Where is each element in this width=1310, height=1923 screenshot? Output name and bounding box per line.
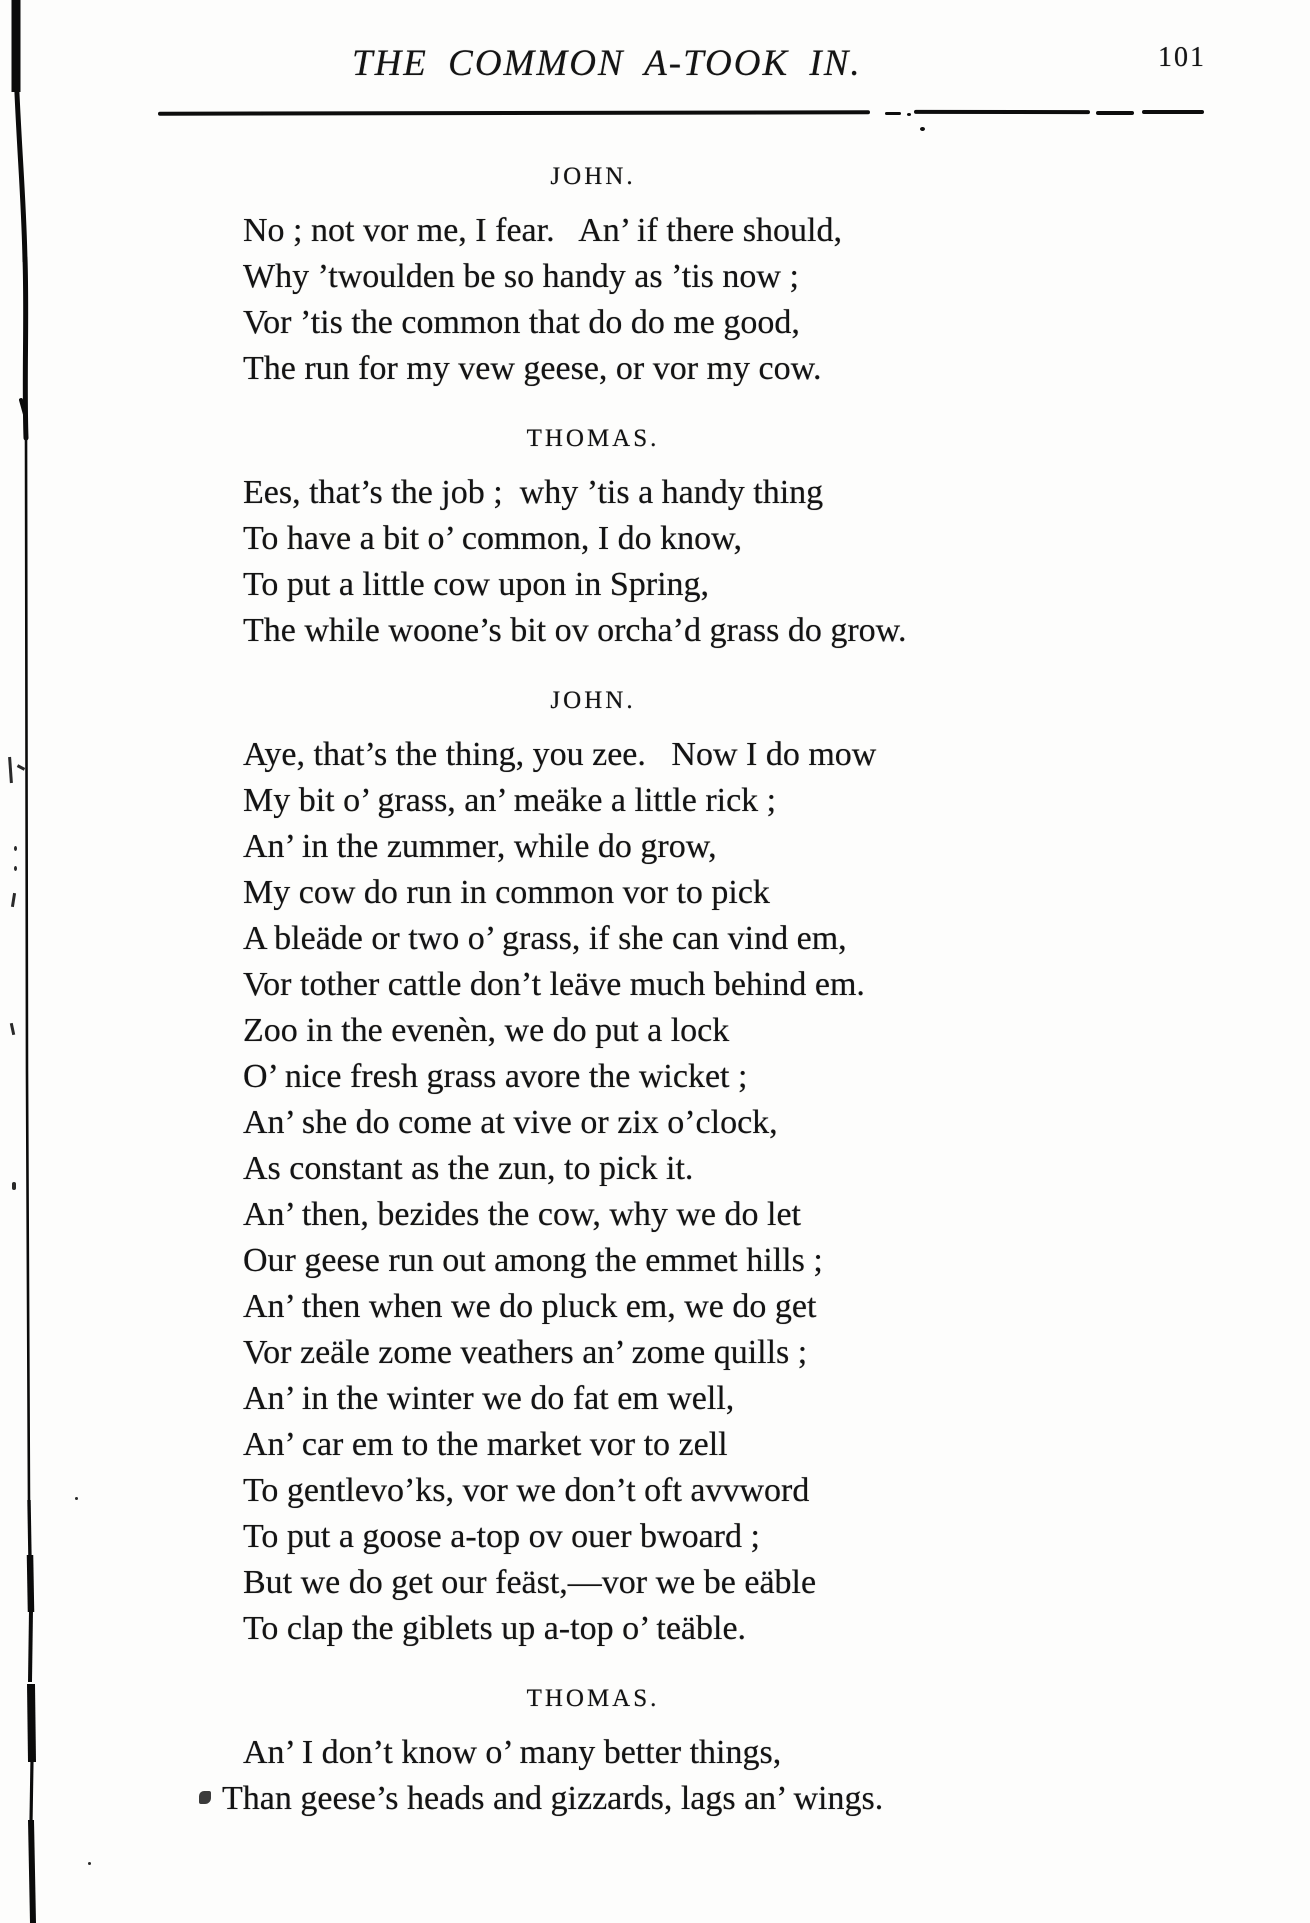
verse-line: To put a little cow upon in Spring,: [243, 566, 710, 603]
verse-line: To gentlevo’ks, vor we don’t oft avvword: [243, 1472, 810, 1509]
verse-line: An’ in the winter we do fat em well,: [243, 1380, 735, 1417]
scan-artifact: [12, 1182, 16, 1190]
verse-line: Vor tother cattle don’t leäve much behind em.: [243, 966, 865, 1003]
rule-segment: [1096, 111, 1134, 115]
verse-line: An’ I don’t know o’ many better things,: [243, 1734, 782, 1771]
verse-line: A bleäde or two o’ grass, if she can vind em,: [243, 920, 847, 957]
stanza: [243, 732, 1033, 1652]
scan-artifact: [14, 866, 17, 871]
rule-segment: [907, 113, 911, 116]
verse-line: To have a bit o’ common, I do know,: [243, 520, 743, 557]
verse-line: Aye, that’s the thing, you zee. Now I do mow: [243, 736, 877, 773]
speaker-heading: JOHN.: [550, 687, 636, 714]
verse-line: As constant as the zun, to pick it.: [243, 1150, 694, 1187]
rule-segment: [885, 112, 901, 115]
scan-artifact: [75, 1497, 78, 1500]
verse-line: Vor ’tis the common that do do me good,: [243, 304, 800, 341]
verse-line: The run for my vew geese, or vor my cow.: [243, 350, 822, 387]
verse-line: To clap the giblets up a-top o’ teäble.: [243, 1610, 747, 1647]
verse-line: Than geese’s heads and gizzards, lags an’ wings.: [222, 1780, 884, 1817]
verse-line: O’ nice fresh grass avore the wicket ;: [243, 1058, 748, 1095]
scan-artifact: [199, 1791, 211, 1804]
verse-line: An’ then when we do pluck em, we do get: [243, 1288, 817, 1325]
verse-line: An’ car em to the market vor to zell: [243, 1426, 728, 1463]
running-header: [0, 0, 1310, 100]
poem-body: [222, 150, 1033, 1822]
speaker-heading: JOHN.: [550, 163, 636, 190]
verse-line: Vor zeäle zome veathers an’ zome quills ;: [243, 1334, 808, 1371]
rule-segment: [158, 110, 870, 115]
verse-line: To put a goose a-top ov ouer bwoard ;: [243, 1518, 760, 1555]
scan-artifact: [14, 846, 17, 851]
rule-segment: [1142, 110, 1204, 114]
stanza: [243, 208, 1033, 392]
verse-line: An’ in the zummer, while do grow,: [243, 828, 717, 865]
verse-line: Ees, that’s the job ; why ’tis a handy thing: [243, 474, 824, 511]
verse-line: An’ then, bezides the cow, why we do let: [243, 1196, 801, 1233]
verse-line: The while woone’s bit ov orcha’d grass do grow.: [243, 612, 907, 649]
stanza: [243, 470, 1033, 654]
stanza: [222, 1730, 1033, 1822]
verse-line: An’ she do come at vive or zix o’clock,: [243, 1104, 778, 1141]
speaker-heading: THOMAS.: [526, 1685, 660, 1712]
running-title: THE COMMON A-TOOK IN.: [352, 43, 862, 84]
verse-line: But we do get our feäst,—vor we be eäble: [243, 1564, 817, 1601]
header-rule: [158, 108, 1206, 132]
verse-line: No ; not vor me, I fear. An’ if there should,: [243, 212, 842, 249]
rule-segment: [914, 110, 1090, 114]
verse-line: My bit o’ grass, an’ meäke a little rick ;: [243, 782, 777, 819]
rule-segment: [920, 127, 925, 131]
verse-line: My cow do run in common vor to pick: [243, 874, 770, 911]
verse-line: Zoo in the evenèn, we do put a lock: [243, 1012, 730, 1049]
verse-line: Our geese run out among the emmet hills ;: [243, 1242, 823, 1279]
speaker-heading: THOMAS.: [526, 425, 660, 452]
page-number: 101: [1158, 42, 1206, 73]
book-gutter-edge: [0, 0, 60, 1923]
verse-line: Why ’twoulden be so handy as ’tis now ;: [243, 258, 799, 295]
scan-artifact: [88, 1862, 91, 1865]
